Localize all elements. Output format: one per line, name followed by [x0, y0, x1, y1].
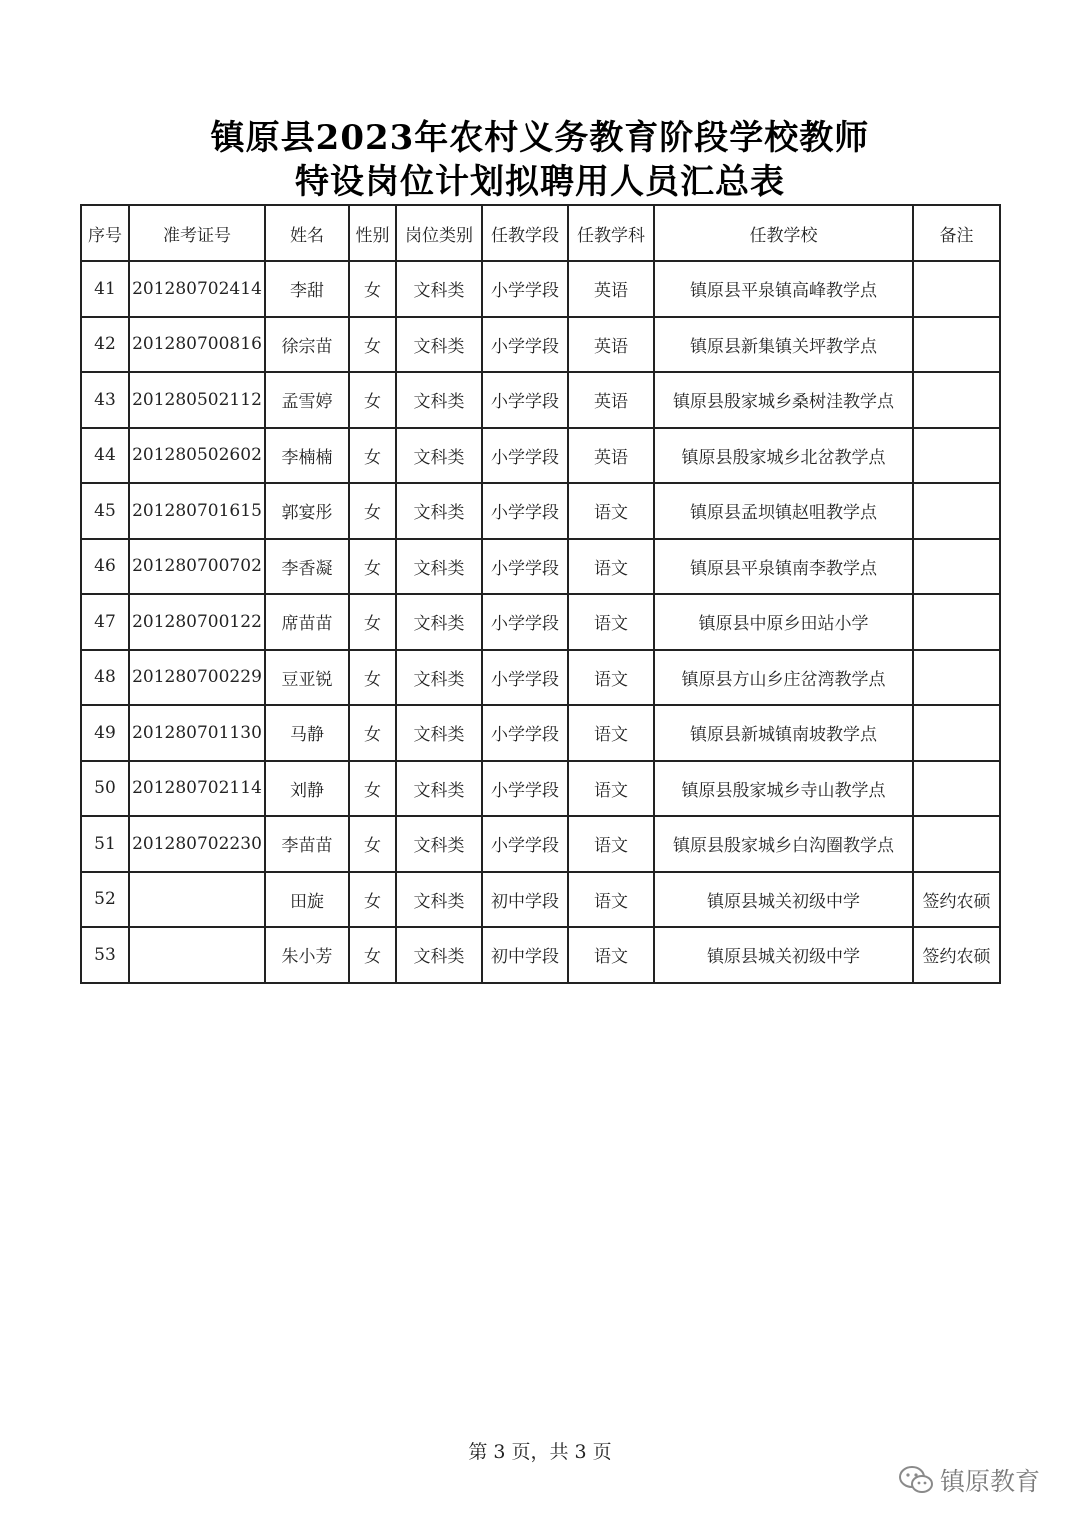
cell-remarks: 签约农硕 [913, 927, 1000, 983]
header-cell-school: 任教学校 [654, 205, 913, 261]
cell-school: 镇原县新集镇关坪教学点 [654, 317, 913, 373]
cell-exam-number: 201280702230 [129, 816, 265, 872]
table-row [81, 761, 1000, 817]
cell-gender: 女 [349, 650, 396, 706]
table-row [81, 539, 1000, 595]
cell-gender: 女 [349, 927, 396, 983]
table-row [81, 261, 1000, 317]
cell-exam-number: 201280502602 [129, 428, 265, 484]
cell-position-category: 文科类 [396, 261, 482, 317]
cell-index: 41 [81, 261, 129, 317]
cell-exam-number: 201280701130 [129, 705, 265, 761]
cell-subject: 英语 [568, 428, 654, 484]
cell-name: 田旋 [265, 872, 349, 928]
cell-position-category: 文科类 [396, 927, 482, 983]
cell-exam-number: 201280700122 [129, 594, 265, 650]
cell-teaching-level: 小学学段 [482, 816, 568, 872]
source-watermark [898, 1462, 1040, 1498]
cell-remarks [913, 372, 1000, 428]
cell-gender: 女 [349, 317, 396, 373]
cell-subject: 语文 [568, 539, 654, 595]
cell-name: 李苗苗 [265, 816, 349, 872]
header-cell-position-category: 岗位类别 [396, 205, 482, 261]
cell-index: 52 [81, 872, 129, 928]
cell-school: 镇原县方山乡庄岔湾教学点 [654, 650, 913, 706]
cell-index: 44 [81, 428, 129, 484]
cell-gender: 女 [349, 261, 396, 317]
roster-table [80, 204, 1001, 984]
cell-school: 镇原县城关初级中学 [654, 927, 913, 983]
cell-gender: 女 [349, 483, 396, 539]
cell-school: 镇原县平泉镇高峰教学点 [654, 261, 913, 317]
cell-teaching-level: 小学学段 [482, 261, 568, 317]
cell-name: 李甜 [265, 261, 349, 317]
header-cell-index: 序号 [81, 205, 129, 261]
cell-gender: 女 [349, 539, 396, 595]
cell-school: 镇原县中原乡田站小学 [654, 594, 913, 650]
header-cell-teaching-level: 任教学段 [482, 205, 568, 261]
cell-index: 49 [81, 705, 129, 761]
cell-name: 刘静 [265, 761, 349, 817]
cell-subject: 英语 [568, 372, 654, 428]
cell-school: 镇原县新城镇南坡教学点 [654, 705, 913, 761]
cell-position-category: 文科类 [396, 539, 482, 595]
cell-name: 郭宴彤 [265, 483, 349, 539]
cell-index: 53 [81, 927, 129, 983]
cell-name: 孟雪婷 [265, 372, 349, 428]
cell-gender: 女 [349, 761, 396, 817]
cell-subject: 语文 [568, 816, 654, 872]
cell-index: 50 [81, 761, 129, 817]
cell-name: 席苗苗 [265, 594, 349, 650]
header-cell-exam-number: 准考证号 [129, 205, 265, 261]
cell-school: 镇原县平泉镇南李教学点 [654, 539, 913, 595]
cell-exam-number: 201280700702 [129, 539, 265, 595]
cell-teaching-level: 小学学段 [482, 539, 568, 595]
cell-remarks [913, 705, 1000, 761]
cell-gender: 女 [349, 428, 396, 484]
watermark-text: 镇原教育 [940, 1467, 1041, 1496]
cell-name: 李楠楠 [265, 428, 349, 484]
table-row [81, 372, 1000, 428]
header-cell-gender: 性别 [349, 205, 396, 261]
cell-index: 51 [81, 816, 129, 872]
cell-school: 镇原县殷家城乡北岔教学点 [654, 428, 913, 484]
cell-teaching-level: 小学学段 [482, 428, 568, 484]
cell-exam-number: 201280700229 [129, 650, 265, 706]
cell-name: 李香凝 [265, 539, 349, 595]
cell-school: 镇原县孟坝镇赵咀教学点 [654, 483, 913, 539]
cell-index: 43 [81, 372, 129, 428]
table-row [81, 650, 1000, 706]
cell-exam-number: 201280701615 [129, 483, 265, 539]
cell-remarks [913, 761, 1000, 817]
cell-teaching-level: 小学学段 [482, 317, 568, 373]
cell-teaching-level: 小学学段 [482, 650, 568, 706]
cell-remarks [913, 816, 1000, 872]
cell-name: 徐宗苗 [265, 317, 349, 373]
wechat-icon [898, 1465, 934, 1495]
cell-exam-number: 201280700816 [129, 317, 265, 373]
cell-exam-number [129, 872, 265, 928]
cell-exam-number: 201280702114 [129, 761, 265, 817]
cell-remarks [913, 650, 1000, 706]
cell-gender: 女 [349, 816, 396, 872]
table-row [81, 594, 1000, 650]
cell-school: 镇原县殷家城乡寺山教学点 [654, 761, 913, 817]
cell-index: 46 [81, 539, 129, 595]
table-row [81, 317, 1000, 373]
cell-position-category: 文科类 [396, 594, 482, 650]
document-title-line2: 特设岗位计划拟聘用人员汇总表 [295, 162, 785, 202]
cell-exam-number [129, 927, 265, 983]
cell-index: 47 [81, 594, 129, 650]
cell-subject: 语文 [568, 483, 654, 539]
cell-subject: 语文 [568, 594, 654, 650]
cell-remarks [913, 539, 1000, 595]
cell-position-category: 文科类 [396, 872, 482, 928]
cell-subject: 语文 [568, 872, 654, 928]
cell-teaching-level: 初中学段 [482, 927, 568, 983]
cell-gender: 女 [349, 594, 396, 650]
document-title-line1: 镇原县2023年农村义务教育阶段学校教师 [210, 118, 870, 158]
cell-exam-number: 201280502112 [129, 372, 265, 428]
header-cell-subject: 任教学科 [568, 205, 654, 261]
cell-gender: 女 [349, 372, 396, 428]
cell-name: 马静 [265, 705, 349, 761]
header-cell-remarks: 备注 [913, 205, 1000, 261]
cell-gender: 女 [349, 705, 396, 761]
cell-remarks [913, 428, 1000, 484]
cell-index: 45 [81, 483, 129, 539]
cell-subject: 语文 [568, 650, 654, 706]
cell-subject: 英语 [568, 317, 654, 373]
cell-remarks [913, 261, 1000, 317]
table-row [81, 705, 1000, 761]
cell-position-category: 文科类 [396, 372, 482, 428]
cell-name: 豆亚锐 [265, 650, 349, 706]
table-row [81, 927, 1000, 983]
table-header-row [81, 205, 1000, 261]
table-row [81, 483, 1000, 539]
cell-exam-number: 201280702414 [129, 261, 265, 317]
cell-remarks [913, 317, 1000, 373]
cell-remarks [913, 483, 1000, 539]
cell-school: 镇原县殷家城乡白沟圈教学点 [654, 816, 913, 872]
cell-school: 镇原县殷家城乡桑树洼教学点 [654, 372, 913, 428]
cell-subject: 语文 [568, 705, 654, 761]
cell-teaching-level: 小学学段 [482, 372, 568, 428]
cell-school: 镇原县城关初级中学 [654, 872, 913, 928]
cell-index: 42 [81, 317, 129, 373]
cell-remarks [913, 594, 1000, 650]
table-row [81, 872, 1000, 928]
cell-subject: 英语 [568, 261, 654, 317]
cell-index: 48 [81, 650, 129, 706]
cell-teaching-level: 小学学段 [482, 483, 568, 539]
header-cell-name: 姓名 [265, 205, 349, 261]
cell-teaching-level: 小学学段 [482, 761, 568, 817]
cell-position-category: 文科类 [396, 428, 482, 484]
cell-gender: 女 [349, 872, 396, 928]
cell-position-category: 文科类 [396, 650, 482, 706]
cell-subject: 语文 [568, 927, 654, 983]
cell-subject: 语文 [568, 761, 654, 817]
cell-remarks: 签约农硕 [913, 872, 1000, 928]
table-row [81, 428, 1000, 484]
cell-name: 朱小芳 [265, 927, 349, 983]
cell-teaching-level: 小学学段 [482, 594, 568, 650]
cell-position-category: 文科类 [396, 761, 482, 817]
cell-teaching-level: 小学学段 [482, 705, 568, 761]
cell-position-category: 文科类 [396, 317, 482, 373]
cell-position-category: 文科类 [396, 816, 482, 872]
page-number-footer: 第 3 页，共 3 页 [468, 1441, 612, 1463]
table-row [81, 816, 1000, 872]
cell-position-category: 文科类 [396, 705, 482, 761]
cell-teaching-level: 初中学段 [482, 872, 568, 928]
cell-position-category: 文科类 [396, 483, 482, 539]
